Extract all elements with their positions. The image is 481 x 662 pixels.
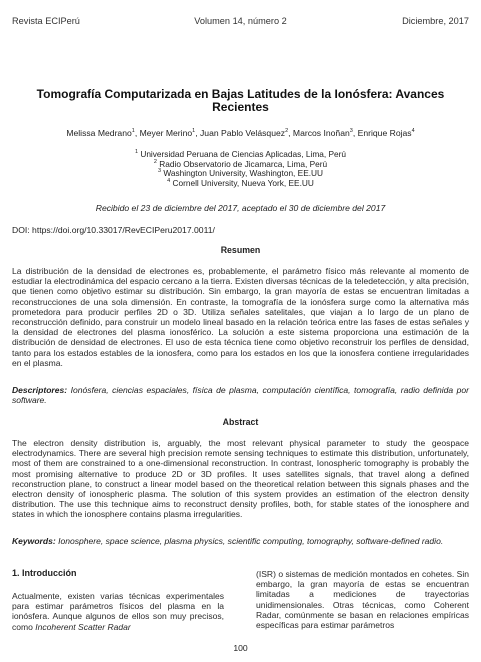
resumen-text: La distribución de la densidad de electrones es, probablemente, el parámetro físico más relevante al momento de estudiar la electrodinámica del espacio cercano a la tierra. Existen diversas técnicas de la teledetección, y alta precisión, que tienen como objetivo estimar su distribución. Sin embargo, la gran mayoría de estas se encuentran limitadas a reconstrucciones de una sola dimensión. En contraste, la tomografía de la ionósfera surge como la alternativa más prometedora para producir perfiles 2D o 3D. Utiliza señales satelitales, que viajan a lo largo de un plano de reconstrucción definido, para construir un modelo lineal basado en la relación teórica entre las fases de estas señales y la densidad de electrones del plasma ionosférico. La solución a este sistema proporciona una estimación de la distribución de densidad de electrones. El uso de esta técnica tiene como objetivo reconstruir los perfiles de densidad, tanto para los estados estables de la ionosfera, como para los estados en los que la ionosfera contiene irregularidades en el plasma.	[12, 266, 469, 368]
affiliation-text: Cornell University, Nueva York, EE.UU	[172, 177, 314, 188]
intro-left-text: Actualmente, existen varias técnicas experimentales para estimar parámetros físicos del plasma en la ionósfera. Aunque algunos de ellos son muy precisos, como	[12, 591, 224, 632]
intro-left-column	[12, 591, 224, 632]
volume-info: Volumen 14, número 2	[194, 16, 287, 26]
affiliation-number: 2	[153, 158, 157, 165]
author: Marcos Inoñan	[292, 128, 350, 138]
issue-date: Diciembre, 2017	[402, 16, 469, 26]
paper-title	[20, 88, 461, 114]
received-date: Recibido el 23 de diciembre del 2017, aceptado el 30 de diciembre del 2017	[95, 203, 386, 213]
resumen-keywords	[12, 385, 469, 405]
intro-left-italic: Incoherent Scatter Radar	[35, 621, 131, 632]
intro-right-column: (ISR) o sistemas de medición montados en cohetes. Sin embargo, la gran mayoría de estas se encuentran limitadas a mediciones de trayectorias unidimensionales. Otras técnicas, como Coherent Radar, comúnmente se basan en relaciones empíricas específicas para estimar parámetros	[256, 569, 469, 631]
author: Melissa Medrano	[66, 128, 132, 138]
title-line-2: Recientes	[212, 100, 269, 114]
author-affiliation-mark: 1	[192, 128, 196, 135]
journal-name: Revista ECIPerú	[12, 16, 80, 26]
author-affiliation-mark: 2	[285, 128, 289, 135]
title-line-1: Tomografía Computarizada en Bajas Latitudes de la Ionósfera: Avances	[36, 87, 445, 101]
affiliation-number: 3	[157, 168, 162, 175]
author-affiliation-mark: 3	[349, 128, 353, 135]
author: Juan Pablo Velásquez	[200, 128, 286, 138]
abstract-text: The electron density distribution is, arguably, the most relevant physical parameter to study the geospace electrodynamics. There are several high precision remote sensing techniques to estimate this distribution, unfortunately, most of them are constrained to a one-dimensional reconstruction. In contrast, Ionospheric tomography is probably the most promising alternative to produce 2D or 3D profiles. It uses satellites signals, that travel along a defined reconstruction plane, to construct a linear model based on the theoretical relation between this signals phases and the electron density of ionospheric plasma. The solution of this system provides an estimation of the electron density distribution. The use this technique aims to reconstruct density profiles, both, for stable states of the ionosphere and states in which the ionosphere contains plasma irregularities.	[12, 438, 469, 520]
affiliation-text: Washington University, Washington, EE.UU	[163, 168, 324, 179]
keywords-label: Keywords:	[12, 536, 56, 546]
abstract-keywords	[12, 536, 469, 546]
keywords-text: Ionosphere, space science, plasma physics, scientific computing, tomography, software-defined radio.	[58, 536, 444, 546]
page-number: 100	[233, 643, 248, 653]
author-affiliation-mark: 1	[131, 128, 135, 135]
section-heading: 1. Introducción	[12, 568, 77, 578]
keywords-label: Descriptores:	[12, 385, 68, 395]
author-list: Melissa Medrano$^1$, Meyer Merino$^1$, Juan Pablo Velásquez$^2$, Marcos Inoñan$^3$, Enrique Rojas$^4$	[66, 128, 415, 138]
author: Enrique Rojas	[357, 128, 412, 138]
affiliation-number: 1	[134, 149, 139, 156]
doi-link[interactable]: DOI: https://doi.org/10.33017/RevECIPeru2017.0011/	[12, 225, 215, 235]
abstract-heading: Abstract	[222, 417, 259, 427]
keywords-text: Ionósfera, ciencias espaciales, física de plasma, computación científica, tomografía, radio definida por software.	[12, 385, 469, 406]
author: Meyer Merino	[139, 128, 193, 138]
affiliation	[20, 179, 461, 189]
affiliation-number: 4	[167, 178, 171, 185]
author-affiliation-mark: 4	[411, 128, 415, 135]
resumen-heading: Resumen	[220, 245, 261, 255]
affiliation-text: Radio Observatorio de Jicamarca, Lima, Perú	[159, 158, 328, 169]
affiliation-list	[20, 150, 461, 188]
affiliation-text: Universidad Peruana de Ciencias Aplicadas, Lima, Perú	[140, 149, 347, 159]
